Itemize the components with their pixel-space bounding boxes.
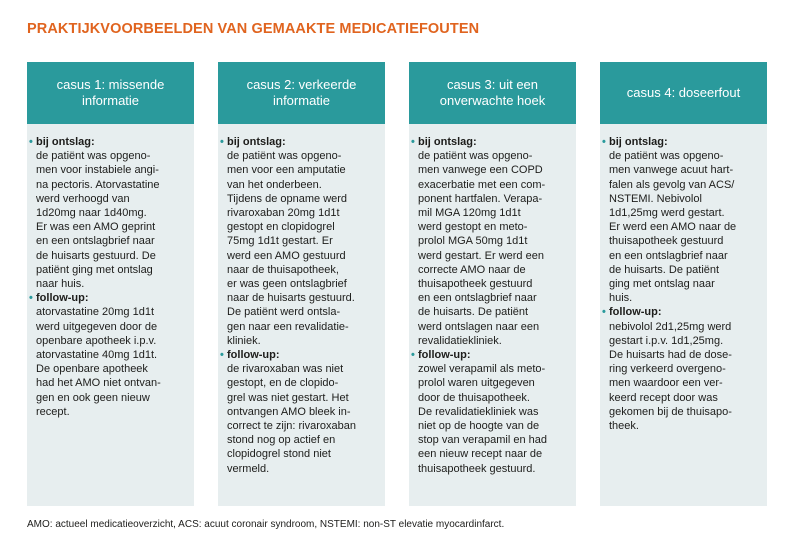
- followup-label-text: follow-up:: [36, 292, 89, 305]
- followup-label: [220, 348, 379, 362]
- case-body: [409, 124, 576, 506]
- followup-text: nebivolol 2d1,25mg werd gestart i.p.v. 1d1,25mg. De huisarts had de dose- ring verkeerd overgeno- men waardoor een ver- keerd recept door was gekomen bij de thuisapo- theek.: [609, 320, 732, 433]
- bullet-icon: •: [29, 292, 33, 305]
- case-heading-text: casus 4: doseerfout: [626, 85, 741, 100]
- case-heading: [218, 62, 385, 124]
- followup-label: [602, 305, 761, 319]
- bullet-icon: •: [602, 306, 606, 319]
- bullet-icon: •: [220, 349, 224, 362]
- case-heading: [27, 62, 194, 124]
- case-card-1: [27, 62, 194, 506]
- case-heading: [409, 62, 576, 124]
- discharge-label: [29, 135, 188, 149]
- followup-text: zowel verapamil als meto- prolol waren uitgegeven door de thuisapotheek. De revalidatiekliniek was niet op de hoogte van de stop van verapamil en had een nieuw recept naar de thuisapotheek gestuurd.: [418, 363, 548, 475]
- case-heading: [600, 62, 767, 124]
- discharge-text: de patiënt was opgeno- men voor een amputatie van het onderbeen. Tijdens de opname werd rivaroxaban 20mg 1d1t gestopt en clopidogrel 75mg 1d1t gestart. Er werd een AMO gestuurd naar de thuisapotheek, er was geen ontslagbrief naar de huisarts gestuurd. De patiënt werd ontsla- gen naar een revalidatie- kliniek.: [227, 150, 355, 347]
- case-card-3: [409, 62, 576, 506]
- case-card-2: [218, 62, 385, 506]
- discharge-label: [220, 135, 379, 149]
- footnote: AMO: actueel medicatieoverzicht, ACS: acuut coronair syndroom, NSTEMI: non-ST elevatie myocardinfarct.: [27, 519, 505, 530]
- bullet-icon: •: [602, 136, 606, 148]
- page-title: PRAKTIJKVOORBEELDEN VAN GEMAAKTE MEDICATIEFOUTEN: [27, 21, 480, 37]
- discharge-label: [411, 135, 570, 149]
- bullet-icon: •: [411, 349, 415, 362]
- bullet-icon: •: [29, 136, 33, 148]
- discharge-label-text: bij ontslag:: [36, 136, 95, 148]
- followup-text: atorvastatine 20mg 1d1t werd uitgegeven door de openbare apotheek i.p.v. atorvastatine 40mg 1d1t. De openbare apotheek had het AMO niet ontvan- gen en ook geen nieuw recept.: [36, 306, 161, 418]
- case-body: [218, 124, 385, 506]
- case-body: [600, 124, 767, 506]
- followup-label: [411, 348, 570, 362]
- bullet-icon: •: [220, 136, 224, 148]
- followup-label-text: follow-up:: [418, 349, 471, 362]
- discharge-label-text: bij ontslag:: [418, 136, 477, 148]
- followup-label-text: follow-up:: [609, 306, 662, 319]
- bullet-icon: •: [411, 136, 415, 148]
- case-heading-text: casus 1: missende informatie: [56, 77, 165, 108]
- followup-text: de rivaroxaban was niet gestopt, en de clopido- grel was niet gestart. Het ontvangen AMO bleek in- correct te zijn: rivaroxaban stond nog op actief en clopidogrel stond niet vermeld.: [227, 363, 356, 475]
- discharge-label: [602, 135, 761, 149]
- discharge-text: de patiënt was opgeno- men voor instabiele angi- na pectoris. Atorvastatine werd verhoogd van 1d20mg naar 1d40mg. Er was een AMO geprint en een ontslagbrief naar de huisarts gestuurd. De patiënt ging met ontslag naar huis.: [36, 150, 160, 291]
- case-card-4: [600, 62, 767, 506]
- case-body: [27, 124, 194, 506]
- discharge-text: de patiënt was opgeno- men vanwege een COPD exacerbatie met een com- ponent hartfalen. Verapa- mil MGA 120mg 1d1t werd gestopt en meto- prolol MGA 50mg 1d1t werd gestart. Er werd een correcte AMO naar de thuisapotheek gestuurd en een ontslagbrief naar de huisarts. De patiënt werd ontslagen naar een revalidatiekliniek.: [418, 150, 546, 347]
- discharge-label-text: bij ontslag:: [609, 136, 668, 148]
- discharge-text: de patiënt was opgeno- men vanwege acuut hart- falen als gevolg van ACS/ NSTEMI. Nebivolol 1d1,25mg werd gestart. Er werd een AMO naar de thuisapotheek gestuurd en een ontslagbrief naar de huisarts. De patiënt ging met ontslag naar huis.: [609, 150, 737, 305]
- case-heading-text: casus 3: uit een onverwachte hoek: [439, 77, 546, 108]
- followup-label: [29, 291, 188, 305]
- case-heading-text: casus 2: verkeerde informatie: [246, 77, 357, 108]
- followup-label-text: follow-up:: [227, 349, 280, 362]
- discharge-label-text: bij ontslag:: [227, 136, 286, 148]
